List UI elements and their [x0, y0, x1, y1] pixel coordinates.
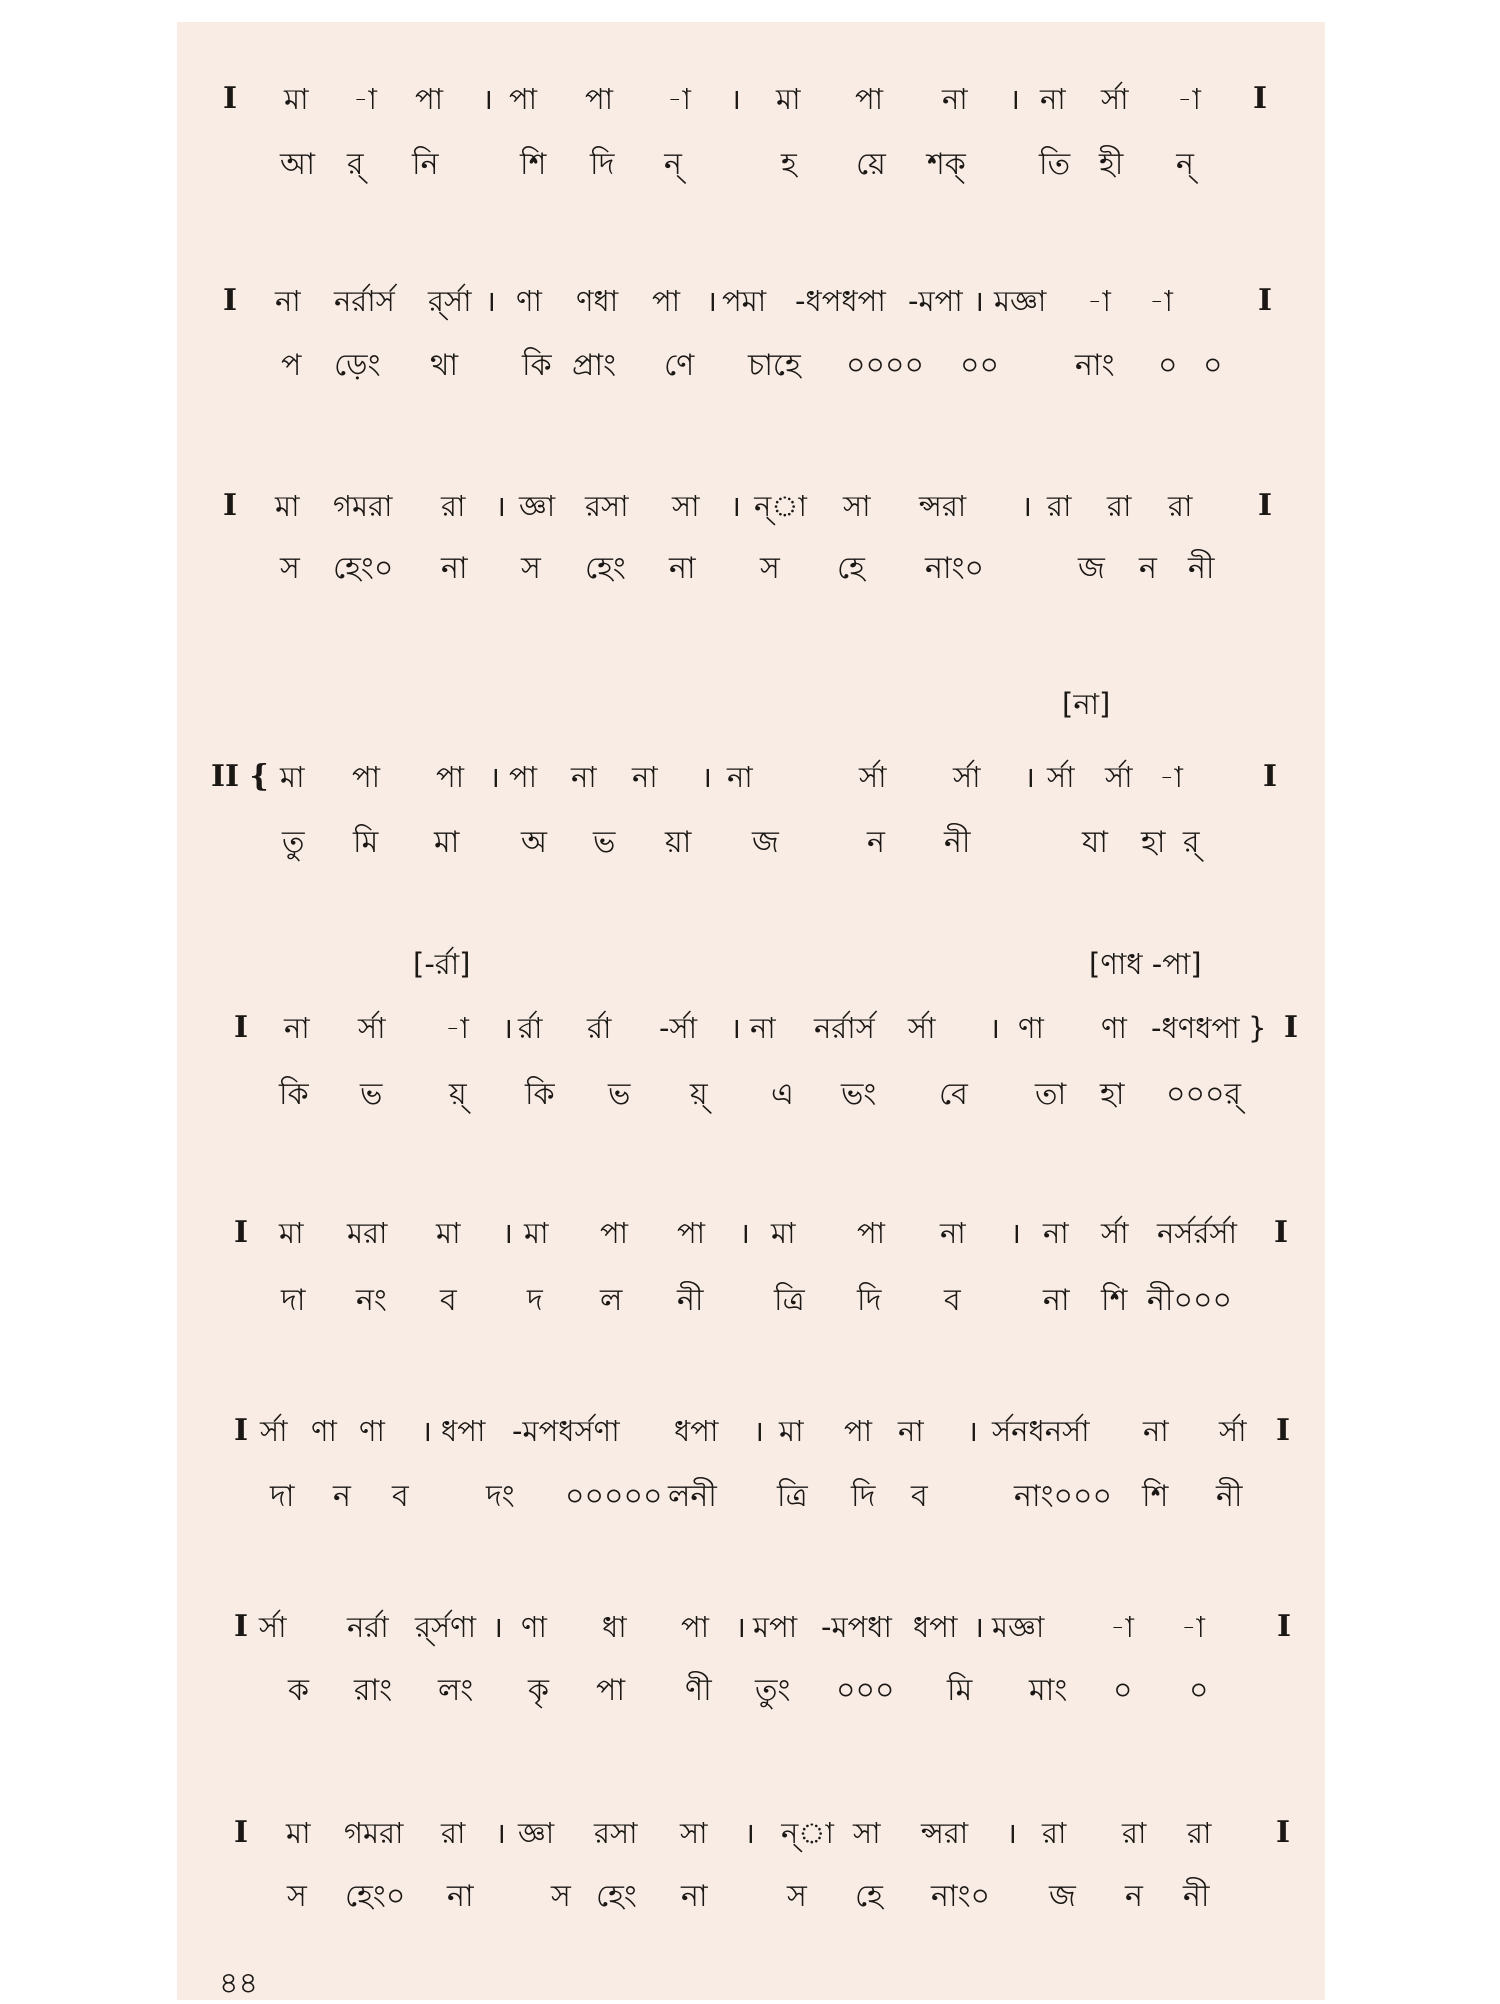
- beat-divider: ।: [485, 284, 496, 318]
- swara-line: [177, 1005, 1325, 1051]
- note: র্র্সা: [428, 284, 472, 318]
- lyric-syllable: দি: [857, 1283, 882, 1318]
- note: ণা: [521, 1610, 547, 1644]
- note: র্সা: [953, 760, 981, 794]
- lyric-syllable: মা: [434, 825, 460, 860]
- note: মা: [771, 1216, 796, 1250]
- lyric-syllable: প: [281, 348, 302, 383]
- note: মা: [524, 1216, 549, 1250]
- note: মা: [284, 82, 309, 116]
- note: -মপধা: [821, 1610, 892, 1644]
- note: রা: [1042, 1816, 1067, 1850]
- bar-end-sign: I: [1274, 1215, 1289, 1250]
- lyric-syllable: ০০: [960, 348, 1000, 383]
- note: -া: [1110, 1610, 1134, 1644]
- note: -া: [1177, 82, 1201, 116]
- lyric-syllable: নী: [677, 1283, 704, 1318]
- lyric-syllable: নী: [1188, 551, 1215, 586]
- note: নর্রার্স: [334, 284, 395, 318]
- lyric-syllable: মাং: [1029, 1673, 1068, 1708]
- note: মা: [776, 82, 801, 116]
- lyric-syllable: কৃ: [528, 1673, 549, 1708]
- lyric-syllable: হে: [855, 1879, 883, 1914]
- bar-start-sign: I: [234, 1215, 249, 1250]
- note: নর্সর্রর্সা: [1157, 1216, 1237, 1250]
- lyric-syllable: নী০০০: [1147, 1283, 1233, 1318]
- note: র্সা: [908, 1011, 936, 1045]
- lyric-syllable: ০০০: [836, 1673, 895, 1708]
- note: র্সা: [859, 760, 887, 794]
- lyric-syllable: নাং: [1075, 348, 1115, 383]
- lyric-syllable: হেং: [596, 1879, 637, 1914]
- lyric-syllable: জ: [1049, 1879, 1076, 1914]
- note: না: [571, 760, 597, 794]
- note: ণধা: [576, 284, 619, 318]
- lyric-syllable: দা: [281, 1283, 306, 1318]
- note: পা: [677, 1216, 706, 1250]
- lyric-syllable: হেং: [585, 551, 626, 586]
- lyric-syllable: না: [441, 551, 468, 586]
- note: পা: [509, 82, 538, 116]
- lyric-line: [177, 820, 1325, 866]
- lyric-syllable: না: [1043, 1283, 1070, 1318]
- lyric-syllable: দি: [590, 147, 615, 182]
- bar-start-sign: I: [234, 1609, 249, 1644]
- alternate-notes: [ণাধ -পা]: [1089, 947, 1202, 981]
- note: ণা: [516, 284, 542, 318]
- beat-divider: ।: [492, 1610, 503, 1644]
- bar-start-sign: I: [234, 1010, 249, 1045]
- lyric-line: [177, 343, 1325, 389]
- swara-line: [177, 76, 1325, 122]
- note: না: [275, 284, 301, 318]
- note: মা: [275, 489, 300, 523]
- lyric-syllable: য়ে: [856, 147, 886, 182]
- alternate-notes: [-র্রা]: [413, 947, 471, 981]
- note: র্সনধনর্সা: [992, 1414, 1090, 1448]
- lyric-syllable: স: [280, 551, 300, 586]
- lyric-syllable: র্: [347, 147, 364, 182]
- lyric-syllable: তু: [282, 825, 305, 860]
- lyric-syllable: স: [287, 1879, 307, 1914]
- note: -র্সা: [659, 1011, 698, 1045]
- note: গমরা: [333, 489, 393, 523]
- lyric-syllable: ব: [392, 1479, 409, 1514]
- lyric-syllable: হা: [1100, 1077, 1125, 1112]
- note: না: [942, 82, 968, 116]
- lyric-syllable: ন: [867, 825, 885, 860]
- note: সা: [853, 1816, 881, 1850]
- lyric-syllable: চাহে: [748, 348, 801, 383]
- lyric-syllable: না: [669, 551, 696, 586]
- lyric-syllable: না: [681, 1879, 708, 1914]
- note: -া: [1087, 284, 1111, 318]
- lyric-syllable: য়্: [690, 1077, 708, 1112]
- swara-line: [177, 278, 1325, 324]
- lyric-syllable: ণী: [685, 1673, 712, 1708]
- note: মা: [280, 760, 305, 794]
- lyric-syllable: যা: [1082, 825, 1108, 860]
- note: রা: [1122, 1816, 1147, 1850]
- beat-divider: ।: [730, 1011, 741, 1045]
- beat-divider: ।: [735, 1610, 746, 1644]
- lyric-syllable: কি: [525, 1077, 555, 1112]
- beat-divider: ।: [495, 1816, 506, 1850]
- note: নর্রা: [347, 1610, 389, 1644]
- beat-divider: ।: [973, 1610, 984, 1644]
- lyric-syllable: ক: [288, 1673, 309, 1708]
- note: -া: [1149, 284, 1173, 318]
- lyric-syllable: হ: [781, 147, 797, 182]
- lyric-syllable: নং: [356, 1283, 387, 1318]
- note: ন্া: [781, 1816, 834, 1850]
- note: সা: [843, 489, 871, 523]
- note: রসা: [594, 1816, 638, 1850]
- note: সা: [680, 1816, 708, 1850]
- note: র্রা: [518, 1011, 543, 1045]
- note: -ধণধপা: [1151, 1011, 1240, 1045]
- lyric-syllable: ভং: [841, 1077, 877, 1112]
- lyric-syllable: লং: [438, 1673, 474, 1708]
- lyric-syllable: দ: [527, 1283, 543, 1318]
- note: না: [1143, 1414, 1169, 1448]
- note: র্র্সণা: [415, 1610, 477, 1644]
- lyric-syllable: য়্: [449, 1077, 467, 1112]
- note: র্সা: [259, 1610, 287, 1644]
- note: পা: [857, 1216, 886, 1250]
- lyric-syllable: প্রাং: [572, 348, 617, 383]
- note: রা: [441, 1816, 466, 1850]
- lyric-syllable: ভ: [593, 825, 616, 860]
- beat-divider: ।: [1006, 1816, 1017, 1850]
- note: পা: [652, 284, 681, 318]
- note: র্সা: [1047, 760, 1075, 794]
- beat-divider: ।: [1010, 1216, 1021, 1250]
- repeat-close: }: [1248, 1011, 1267, 1045]
- lyric-syllable: শক্: [927, 147, 966, 182]
- lyric-syllable: ন্: [664, 147, 682, 182]
- lyric-syllable: না: [447, 1879, 474, 1914]
- note: ন্সরা: [921, 1816, 969, 1850]
- lyric-syllable: অ: [521, 825, 547, 860]
- lyric-line: [177, 1874, 1325, 1920]
- note: -া: [353, 82, 377, 116]
- note: ধপা: [674, 1414, 719, 1448]
- beat-divider: ।: [502, 1216, 513, 1250]
- lyric-syllable: শি: [1142, 1479, 1169, 1514]
- note: মা: [436, 1216, 461, 1250]
- lyric-syllable: থা: [430, 348, 459, 383]
- beat-divider: ।: [502, 1011, 513, 1045]
- note: ন্সরা: [919, 489, 967, 523]
- lyric-syllable: ভ: [608, 1077, 631, 1112]
- note: না: [284, 1011, 310, 1045]
- lyric-syllable: দা: [270, 1479, 295, 1514]
- note: গমরা: [344, 1816, 404, 1850]
- lyric-syllable: জ: [752, 825, 779, 860]
- swara-line: [177, 483, 1325, 529]
- lyric-syllable: ন: [1139, 551, 1157, 586]
- lyric-syllable: শি: [520, 147, 547, 182]
- note: -মপা: [908, 284, 963, 318]
- note: মজ্ঞা: [992, 1610, 1045, 1644]
- lyric-syllable: দং: [486, 1479, 515, 1514]
- lyric-syllable: তা: [1035, 1077, 1067, 1112]
- lyric-syllable: ০০০০০: [565, 1479, 663, 1514]
- lyric-syllable: হা: [1141, 825, 1166, 860]
- lyric-syllable: মি: [353, 825, 379, 860]
- bar-start-sign: II {: [211, 759, 269, 794]
- note: রা: [1168, 489, 1193, 523]
- lyric-syllable: ন্: [1176, 147, 1194, 182]
- lyric-syllable: ০: [1158, 348, 1178, 383]
- note: জ্ঞা: [518, 1816, 555, 1850]
- lyric-syllable: নি: [412, 147, 439, 182]
- lyric-syllable: ব: [440, 1283, 457, 1318]
- lyric-syllable: ০০০০: [846, 348, 925, 383]
- note: -া: [667, 82, 691, 116]
- lyric-line: [177, 142, 1325, 188]
- note: র্সা: [260, 1414, 288, 1448]
- beat-divider: ।: [967, 1414, 978, 1448]
- note: না: [940, 1216, 966, 1250]
- beat-divider: ।: [730, 489, 741, 523]
- note: ন্া: [754, 489, 807, 523]
- lyric-syllable: নাং০: [931, 1879, 991, 1914]
- bar-end-sign: I: [1263, 759, 1278, 794]
- note: রা: [441, 489, 466, 523]
- lyric-syllable: স: [521, 551, 541, 586]
- note: -মপধর্সণা: [512, 1414, 620, 1448]
- alternate-notes: [না]: [1062, 687, 1111, 721]
- swara-line: [177, 754, 1325, 800]
- note: -া: [1181, 1610, 1205, 1644]
- note: জ্ঞা: [519, 489, 556, 523]
- note: না: [750, 1011, 776, 1045]
- lyric-syllable: র্: [1183, 825, 1200, 860]
- bar-end-sign: I: [1258, 283, 1273, 318]
- beat-divider: ।: [706, 284, 717, 318]
- note: রসা: [585, 489, 629, 523]
- lyric-syllable: তুং: [755, 1673, 791, 1708]
- bar-start-sign: I: [223, 283, 238, 318]
- lyric-syllable: হে: [837, 551, 865, 586]
- note: র্সা: [1101, 1216, 1129, 1250]
- note: মা: [279, 1216, 304, 1250]
- note: পমা: [722, 284, 767, 318]
- bar-start-sign: I: [234, 1413, 249, 1448]
- lyric-line: [177, 1072, 1325, 1118]
- swara-line: [177, 1210, 1325, 1256]
- lyric-syllable: ণে: [664, 348, 695, 383]
- note: পা: [352, 760, 381, 794]
- beat-divider: ।: [701, 760, 712, 794]
- note: পা: [585, 82, 614, 116]
- note: না: [727, 760, 753, 794]
- bar-end-sign: I: [1253, 81, 1268, 116]
- lyric-syllable: কি: [279, 1077, 309, 1112]
- swara-line: [177, 1810, 1325, 1856]
- lyric-syllable: নী: [1216, 1479, 1243, 1514]
- note: ধপা: [441, 1414, 486, 1448]
- note: -া: [445, 1011, 469, 1045]
- bar-end-sign: I: [1277, 1609, 1292, 1644]
- lyric-syllable: লনী: [668, 1479, 717, 1514]
- lyric-syllable: হেং০: [345, 1879, 406, 1914]
- lyric-syllable: হেং০: [333, 551, 394, 586]
- note: -া: [1159, 760, 1183, 794]
- beat-divider: ।: [739, 1216, 750, 1250]
- beat-divider: ।: [730, 82, 741, 116]
- note: রা: [1107, 489, 1132, 523]
- bar-start-sign: I: [223, 81, 238, 116]
- lyric-syllable: ব: [944, 1283, 961, 1318]
- lyric-syllable: এ: [771, 1077, 794, 1112]
- note: মরা: [347, 1216, 388, 1250]
- note: না: [1040, 82, 1066, 116]
- lyric-syllable: নাং০০০: [1014, 1479, 1113, 1514]
- lyric-syllable: নী: [944, 825, 971, 860]
- lyric-line: [177, 1278, 1325, 1324]
- lyric-syllable: ড়েং: [334, 348, 381, 383]
- bar-end-sign: I: [1276, 1815, 1291, 1850]
- note: রা: [1187, 1816, 1212, 1850]
- beat-divider: ।: [482, 82, 493, 116]
- lyric-syllable: ত্রি: [777, 1479, 808, 1514]
- lyric-syllable: স: [787, 1879, 807, 1914]
- note: মজ্ঞা: [994, 284, 1047, 318]
- beat-divider: ।: [1024, 760, 1035, 794]
- lyric-syllable: দি: [851, 1479, 876, 1514]
- note: র্রা: [587, 1011, 612, 1045]
- lyric-syllable: ০: [1203, 348, 1223, 383]
- lyric-syllable: মি: [947, 1673, 973, 1708]
- note: পা: [415, 82, 444, 116]
- beat-divider: ।: [989, 1011, 1000, 1045]
- beat-divider: ।: [973, 284, 984, 318]
- note: রা: [1047, 489, 1072, 523]
- note: পা: [681, 1610, 710, 1644]
- lyric-syllable: য়া: [665, 825, 692, 860]
- beat-divider: ।: [744, 1816, 755, 1850]
- note: না: [632, 760, 658, 794]
- lyric-syllable: বে: [939, 1077, 968, 1112]
- lyric-syllable: পা: [596, 1673, 626, 1708]
- swara-line: [177, 1408, 1325, 1454]
- lyric-syllable: জ: [1078, 551, 1105, 586]
- swara-line: [177, 1604, 1325, 1650]
- note: মা: [779, 1414, 804, 1448]
- note: ণা: [311, 1414, 337, 1448]
- note: পা: [436, 760, 465, 794]
- page-number: ৪৪: [219, 1966, 258, 2001]
- lyric-syllable: স: [551, 1879, 571, 1914]
- lyric-syllable: তি: [1039, 147, 1071, 182]
- note: পা: [855, 82, 884, 116]
- beat-divider: ।: [421, 1414, 432, 1448]
- bar-start-sign: I: [234, 1815, 249, 1850]
- lyric-syllable: স: [760, 551, 780, 586]
- note: পা: [844, 1414, 873, 1448]
- bar-end-sign: I: [1284, 1010, 1299, 1045]
- bar-end-sign: I: [1276, 1413, 1291, 1448]
- beat-divider: ।: [495, 489, 506, 523]
- lyric-syllable: হী: [1099, 147, 1124, 182]
- lyric-syllable: ত্রি: [774, 1283, 805, 1318]
- lyric-syllable: কি: [522, 348, 552, 383]
- note: পা: [600, 1216, 629, 1250]
- lyric-syllable: ন: [1125, 1879, 1143, 1914]
- note: ধপা: [913, 1610, 958, 1644]
- lyric-syllable: ন: [333, 1479, 351, 1514]
- lyric-syllable: ল: [600, 1283, 623, 1318]
- note: সা: [672, 489, 700, 523]
- note: নর্রার্স: [814, 1011, 875, 1045]
- note: র্সা: [358, 1011, 386, 1045]
- lyric-syllable: ব: [911, 1479, 928, 1514]
- lyric-syllable: আ: [280, 147, 315, 182]
- note: র্সা: [1105, 760, 1133, 794]
- lyric-syllable: ভ: [360, 1077, 383, 1112]
- lyric-syllable: ০: [1113, 1673, 1133, 1708]
- lyric-syllable: ০০০র্: [1166, 1077, 1242, 1112]
- lyric-line: [177, 1474, 1325, 1520]
- note: না: [1043, 1216, 1069, 1250]
- note: না: [898, 1414, 924, 1448]
- lyric-line: [177, 546, 1325, 592]
- note: ণা: [1101, 1011, 1127, 1045]
- note: ধা: [602, 1610, 627, 1644]
- lyric-syllable: শি: [1101, 1283, 1128, 1318]
- lyric-syllable: নাং০: [925, 551, 985, 586]
- song-notation-page: [177, 22, 1325, 2000]
- beat-divider: ।: [1009, 82, 1020, 116]
- bar-end-sign: I: [1258, 488, 1273, 523]
- note: মা: [286, 1816, 311, 1850]
- lyric-syllable: নী: [1183, 1879, 1210, 1914]
- beat-divider: ।: [489, 760, 500, 794]
- note: র্সা: [1219, 1414, 1247, 1448]
- lyric-syllable: ০: [1189, 1673, 1209, 1708]
- note: পা: [509, 760, 538, 794]
- note: -ধপধপা: [795, 284, 886, 318]
- note: মপা: [753, 1610, 798, 1644]
- lyric-line: [177, 1668, 1325, 1714]
- beat-divider: ।: [1021, 489, 1032, 523]
- lyric-syllable: রাং: [354, 1673, 393, 1708]
- note: ণা: [1018, 1011, 1044, 1045]
- note: র্সা: [1101, 82, 1129, 116]
- bar-start-sign: I: [223, 488, 238, 523]
- note: ণা: [359, 1414, 385, 1448]
- beat-divider: ।: [753, 1414, 764, 1448]
